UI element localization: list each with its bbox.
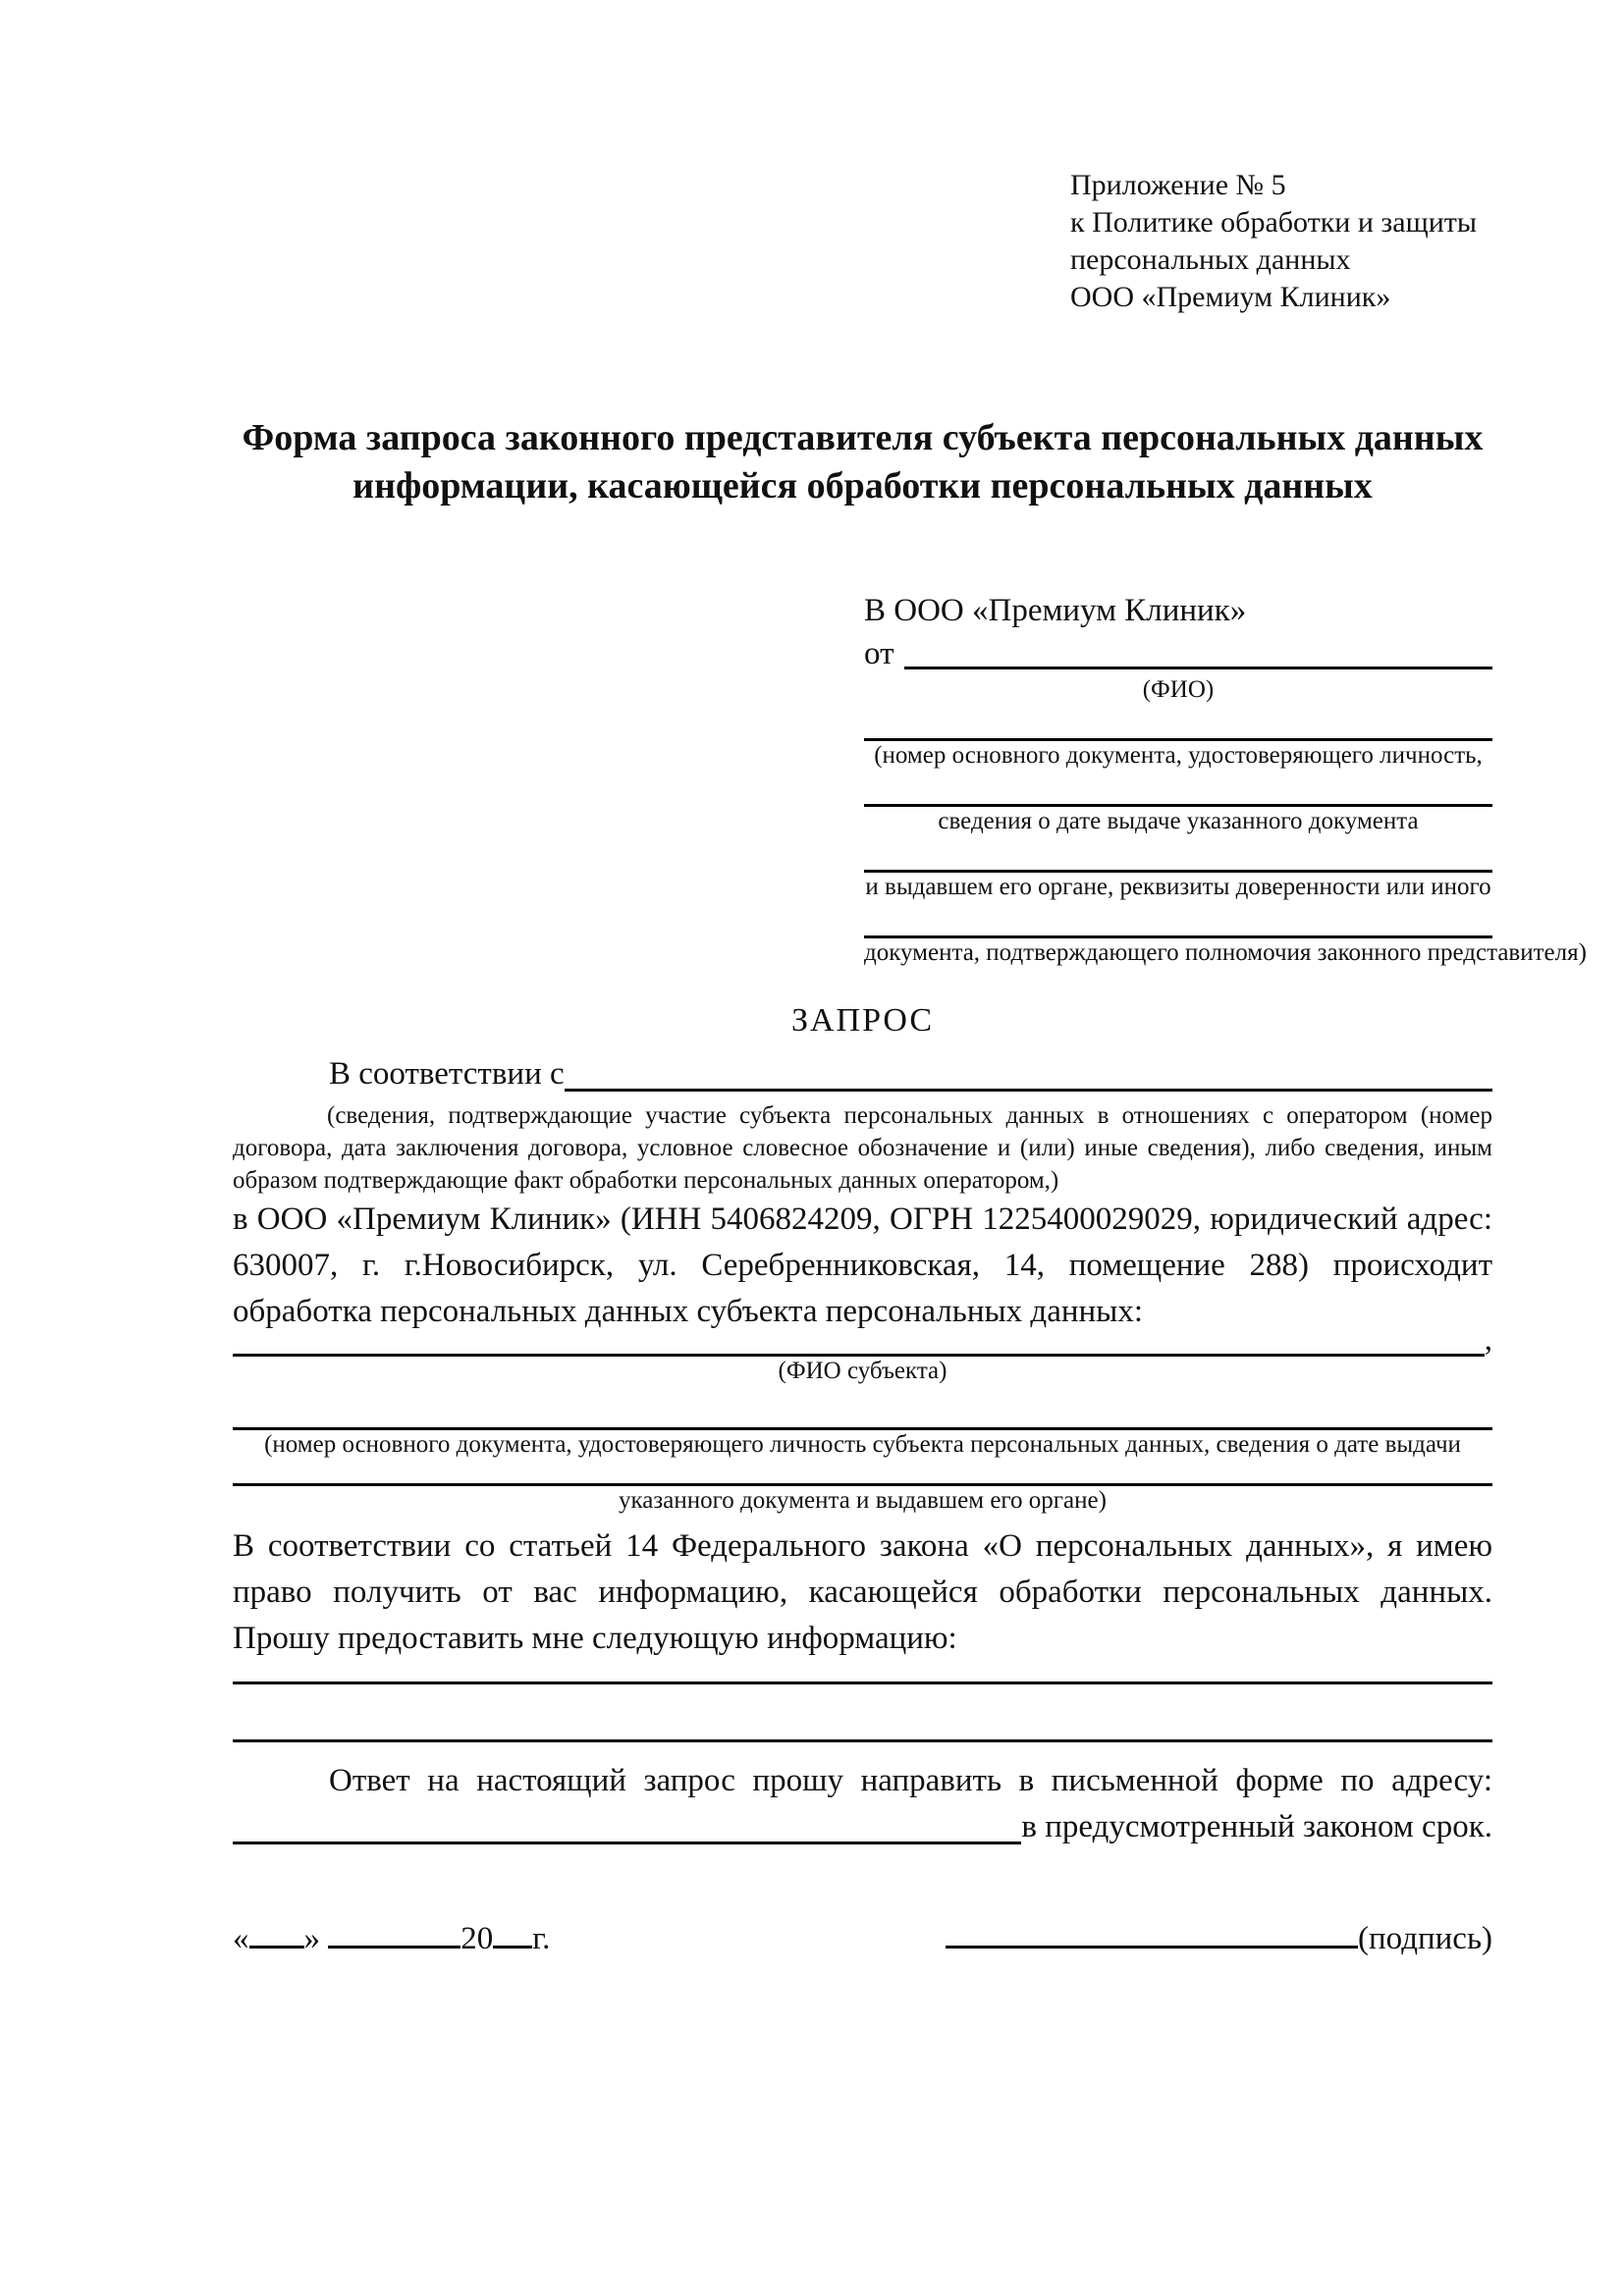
request-heading: ЗАПРОС — [790, 1002, 935, 1039]
intro-lead: В соответствии с — [329, 1056, 565, 1092]
fio-caption: (ФИО) — [1142, 676, 1215, 703]
addressee-to: В ООО «Премиум Клиник» — [864, 593, 1247, 628]
addressee-from-row — [864, 632, 1492, 675]
representative-doc-blank-line-4 — [864, 902, 1492, 938]
date-field — [233, 1919, 550, 1958]
year-blank-line — [493, 1940, 532, 1949]
representative-doc-blank-line-1 — [864, 705, 1492, 741]
info-blank-line-1 — [233, 1662, 1492, 1684]
subject-fio-row — [233, 1322, 1492, 1358]
close-quote: » — [303, 1921, 320, 1956]
subject-doc-caption-2: указанного документа и выдавшем его органе) — [619, 1487, 1107, 1514]
representative-doc-caption-4: документа, подтверждающего полномочия законного представителя) — [864, 939, 1587, 966]
appendix-note-line-3: персональных данных — [1070, 243, 1351, 276]
subject-doc-blank-line-1 — [233, 1386, 1492, 1430]
representative-doc-caption-3: и выдавшем его органе, реквизиты доверенности или иного — [865, 874, 1491, 900]
representative-doc-caption-2: сведения о дате выдаче указанного документа — [938, 808, 1419, 834]
subject-doc-blank-line-2 — [233, 1460, 1492, 1486]
day-blank-line — [249, 1940, 304, 1949]
year-suffix: г. — [532, 1921, 551, 1956]
representative-doc-blank-line-2 — [864, 771, 1492, 807]
from-label: от — [864, 636, 894, 671]
appendix-note — [1070, 167, 1492, 316]
operator-paragraph: в ООО «Премиум Клиник» (ИНН 5406824209, ОГРН 1225400029029, юридический адрес: 630007, г. г.Новосибирск, ул. Серебренниковская, 14, помещение 288) происходит обработка персональных данных субъекта персональных данных: — [233, 1201, 1492, 1329]
intro-row — [233, 1051, 1492, 1097]
info-blank-line-2 — [233, 1684, 1492, 1742]
reply-address-row — [233, 1804, 1492, 1850]
open-quote: « — [233, 1921, 249, 1956]
representative-doc-blank-line-3 — [864, 836, 1492, 873]
intro-blank-line — [565, 1089, 1492, 1092]
intro-caption: (сведения, подтверждающие участие субъекта персональных данных в отношениях с оператором (номер договора, дата заключения договора, условное словесное обозначение и (или) иные сведения), либо сведения, иным образом подтверждающие факт обработки персональных данных оператором,) — [233, 1102, 1492, 1194]
subject-fio-caption: (ФИО субъекта) — [778, 1358, 947, 1384]
law-paragraph: В соответствии со статьей 14 Федерального закона «О персональных данных», я имею право получить от вас информацию, касающейся обработки персональных данных. Прошу предоставить мне следующую информацию: — [233, 1528, 1492, 1656]
month-blank-line — [328, 1940, 460, 1949]
document-title: Форма запроса законного представителя субъекта персональных данных информации, касающейся обработки персональных данных — [242, 417, 1484, 507]
reply-paragraph: Ответ на настоящий запрос прошу направить в письменной форме по адресу: — [329, 1763, 1492, 1798]
appendix-note-line-2: к Политике обработки и защиты — [1070, 206, 1478, 239]
year-prefix: 20 — [460, 1921, 494, 1956]
addressee-block — [864, 589, 1587, 968]
appendix-note-line-4: ООО «Премиум Клиник» — [1070, 281, 1391, 313]
representative-doc-caption-1: (номер основного документа, удостоверяющего личность, — [874, 742, 1483, 769]
comma: , — [1484, 1322, 1492, 1358]
reply-tail: в предусмотренный законом срок. — [1021, 1809, 1492, 1844]
date-signature-row — [233, 1919, 1492, 1958]
signature-blank-line — [946, 1940, 1358, 1949]
reply-address-blank-line — [233, 1842, 1021, 1844]
appendix-note-line-1: Приложение № 5 — [1070, 169, 1286, 201]
from-blank-line — [904, 667, 1493, 669]
signature-caption: (подпись) — [1358, 1921, 1492, 1956]
signature-field — [946, 1919, 1492, 1958]
subject-doc-caption-1: (номер основного документа, удостоверяющего личность субъекта персональных данных, сведения о дате выдачи — [264, 1431, 1461, 1458]
